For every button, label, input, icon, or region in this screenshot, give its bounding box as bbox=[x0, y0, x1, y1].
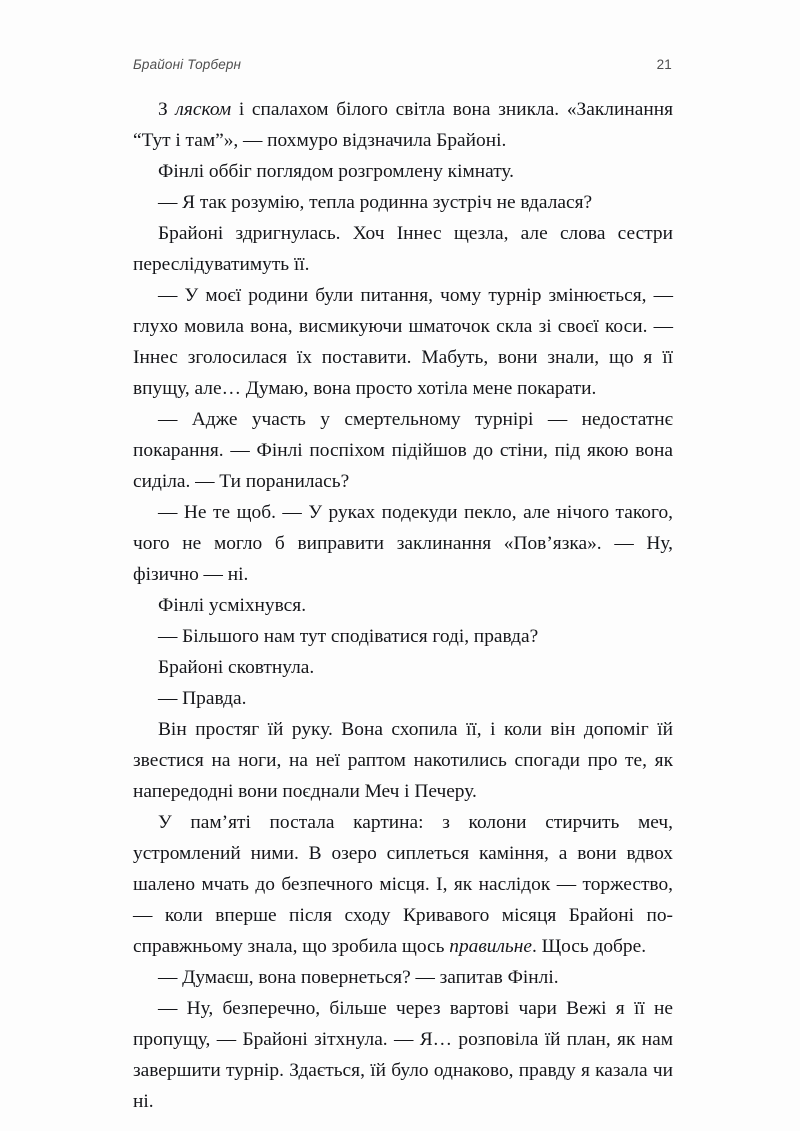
paragraph bbox=[133, 280, 673, 404]
paragraph-text: — Більшого нам тут сподіватися годі, правда? bbox=[158, 626, 539, 647]
paragraph bbox=[133, 962, 673, 993]
paragraph-text: . Щось добре. bbox=[531, 936, 647, 957]
paragraph bbox=[133, 156, 673, 187]
paragraph bbox=[133, 807, 673, 962]
paragraph-text: — Я так розумію, тепла родинна зустріч не вдалася? bbox=[158, 192, 593, 213]
paragraph-text: Фінлі усміхнувся. bbox=[158, 595, 307, 616]
paragraph-text: — Не те щоб. — У руках подекуди пекло, але нічого такого, чого не могло б виправити заклинання «Пов’язка». — Ну, фізично — ні. bbox=[133, 502, 673, 585]
paragraph bbox=[133, 94, 673, 156]
paragraph bbox=[133, 187, 673, 218]
running-head bbox=[133, 57, 672, 79]
paragraph-text: Фінлі оббіг поглядом розгромлену кімнату. bbox=[158, 161, 515, 182]
paragraph bbox=[133, 652, 673, 683]
emphasis-text: ляском bbox=[175, 99, 232, 120]
paragraph bbox=[133, 218, 673, 280]
paragraph-text: — Правда. bbox=[158, 688, 247, 709]
paragraph-text: і спалахом білого світла вона зникла. «Заклинання “Тут і там”», — похмуро відзначила Брайоні. bbox=[133, 99, 673, 151]
paragraph bbox=[133, 714, 673, 807]
paragraph-text: — У моєї родини були питання, чому турнір змінюється, — глухо мовила вона, висмикуючи шматочок скла зі своєї коси. — Іннес зголосилася їх поставити. Мабуть, вони знали, що я її впущу, але… Думаю, вона просто хотіла мене покарати. bbox=[133, 285, 673, 399]
page-number: 21 bbox=[656, 57, 672, 72]
paragraph bbox=[133, 590, 673, 621]
paragraph bbox=[133, 993, 673, 1117]
emphasis-text: правильне bbox=[449, 936, 532, 957]
body-text bbox=[133, 94, 673, 1117]
paragraph-text: — Думаєш, вона повернеться? — запитав Фінлі. bbox=[158, 967, 559, 988]
paragraph bbox=[133, 621, 673, 652]
paragraph-text: Брайоні сковтнула. bbox=[158, 657, 315, 678]
paragraph bbox=[133, 497, 673, 590]
paragraph-text: — Ну, безперечно, більше через вартові чари Вежі я її не пропущу, — Брайоні зітхнула. — Я… розповіла їй план, як нам завершити турнір. Здається, їй було однаково, правду я казала чи ні. bbox=[133, 998, 673, 1112]
paragraph-text: — Адже участь у смертельному турнірі — недостатнє покарання. — Фінлі поспіхом підійшов до стіни, під якою вона сиділа. — Ти поранилась? bbox=[133, 409, 673, 492]
paragraph bbox=[133, 404, 673, 497]
paragraph-text: Він простяг їй руку. Вона схопила її, і коли він допоміг їй звестися на ноги, на неї раптом накотились спогади про те, як напередодні вони поєднали Меч і Печеру. bbox=[133, 719, 673, 802]
paragraph-text: Брайоні здригнулась. Хоч Іннес щезла, але слова сестри переслідуватимуть її. bbox=[133, 223, 673, 275]
paragraph bbox=[133, 683, 673, 714]
running-head-title: Брайоні Торберн bbox=[133, 57, 242, 72]
paragraph-text: З bbox=[158, 99, 176, 120]
paragraph-text: У пам’яті постала картина: з колони стирчить меч, устромлений ними. В озеро сиплеться каміння, а вони вдвох шалено мчать до безпечного місця. І, як наслідок — торжество, — коли вперше після сходу Кривавого місяця Брайоні по-справжньому знала, що зробила щось bbox=[133, 812, 673, 957]
